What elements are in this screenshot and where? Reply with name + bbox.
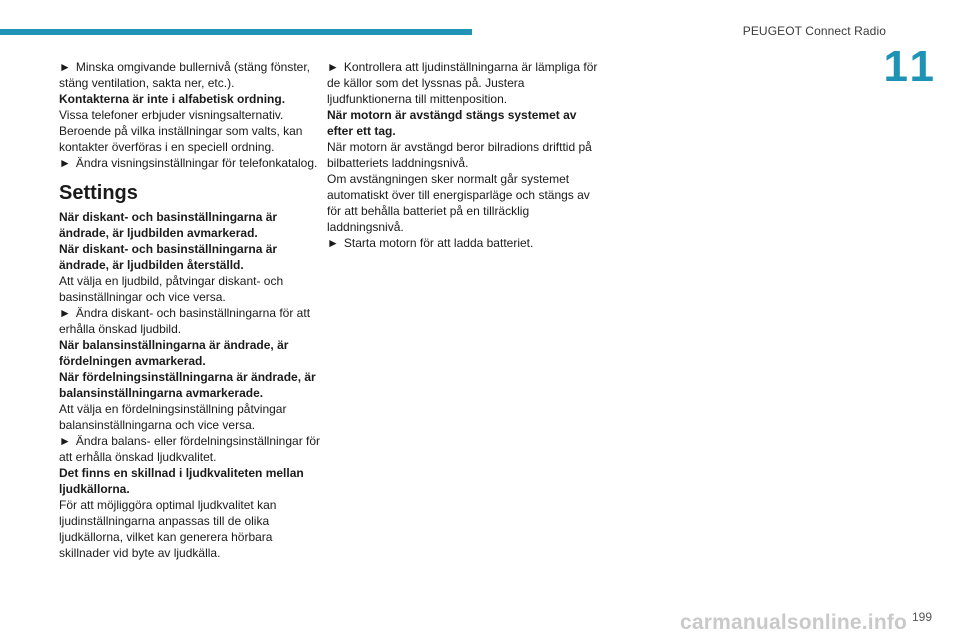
bullet-arrow-icon: ► [327,60,339,74]
bullet-arrow-icon: ► [59,434,71,448]
subheading: När diskant- och basinställningarna är ändrade, är ljudbilden återställd. [59,242,278,272]
bullet-arrow-icon: ► [59,306,71,320]
right-column [327,59,603,251]
header-accent-bar [0,29,472,35]
bullet-text: Ändra visningsinställningar för telefonkatalog. [75,156,318,170]
bullet-text: Minska omgivande bullernivå (stäng fönster, stäng ventilation, sakta ner, etc.). [59,60,311,90]
body-text: Att välja en ljudbild, påtvingar diskant- och basinställningar och vice versa. [59,274,284,304]
watermark-text: carmanualsonline.info [680,611,908,634]
bullet-text: Kontrollera att ljudinställningarna är lämpliga för de källor som det lyssnas på. Justera ljudfunktionerna till mittenposition. [327,60,598,106]
page-number: 199 [911,610,932,624]
section-heading: Settings [59,182,138,204]
left-column [59,59,323,561]
chapter-number: 11 [883,42,938,91]
bullet-paragraph [59,59,323,91]
bullet-arrow-icon: ► [59,60,71,74]
bullet-text: Ändra diskant- och basinställningarna för att erhålla önskad ljudbild. [59,306,311,336]
bullet-paragraph [59,433,323,465]
bullet-paragraph [59,155,323,171]
subheading: När balansinställningarna är ändrade, är fördelningen avmarkerad. [59,338,289,368]
subheading: När diskant- och basinställningarna är ändrade, är ljudbilden avmarkerad. [59,210,278,240]
subheading: Det finns en skillnad i ljudkvaliteten mellan ljudkällorna. [59,466,304,496]
bullet-text: Starta motorn för att ladda batteriet. [343,236,534,250]
bullet-text: Ändra balans- eller fördelningsinställningar för att erhålla önskad ljudkvalitet. [59,434,321,464]
body-text: För att möjliggöra optimal ljudkvalitet kan ljudinställningarna anpassas till de olika ljudkällorna, vilket kan generera hörbara skillnader vid byte av ljudkälla. [59,498,277,560]
body-text: När motorn är avstängd beror bilradions drifttid på bilbatteriets laddningsnivå. [327,140,592,170]
bullet-paragraph [327,235,603,251]
bullet-arrow-icon: ► [327,236,339,250]
bullet-paragraph [59,305,323,337]
subheading: Kontakterna är inte i alfabetisk ordning. [59,92,286,106]
body-text: Om avstängningen sker normalt går systemet automatiskt över till energisparläge och stängs av för att behålla batteriet på en tillräcklig laddningsnivå. [327,172,590,234]
subheading: När fördelningsinställningarna är ändrade, är balansinställningarna avmarkerade. [59,370,316,400]
body-text: Vissa telefoner erbjuder visningsalternativ. Beroende på vilka inställningar som valts, kan kontakter överföras i en speciell ordning. [59,108,303,154]
subheading: När motorn är avstängd stängs systemet av efter ett tag. [327,108,577,138]
body-text: Att välja en fördelningsinställning påtvingar balansinställningarna och vice versa. [59,402,287,432]
bullet-arrow-icon: ► [59,156,71,170]
header-title: PEUGEOT Connect Radio [742,24,886,38]
bullet-paragraph [327,59,603,107]
